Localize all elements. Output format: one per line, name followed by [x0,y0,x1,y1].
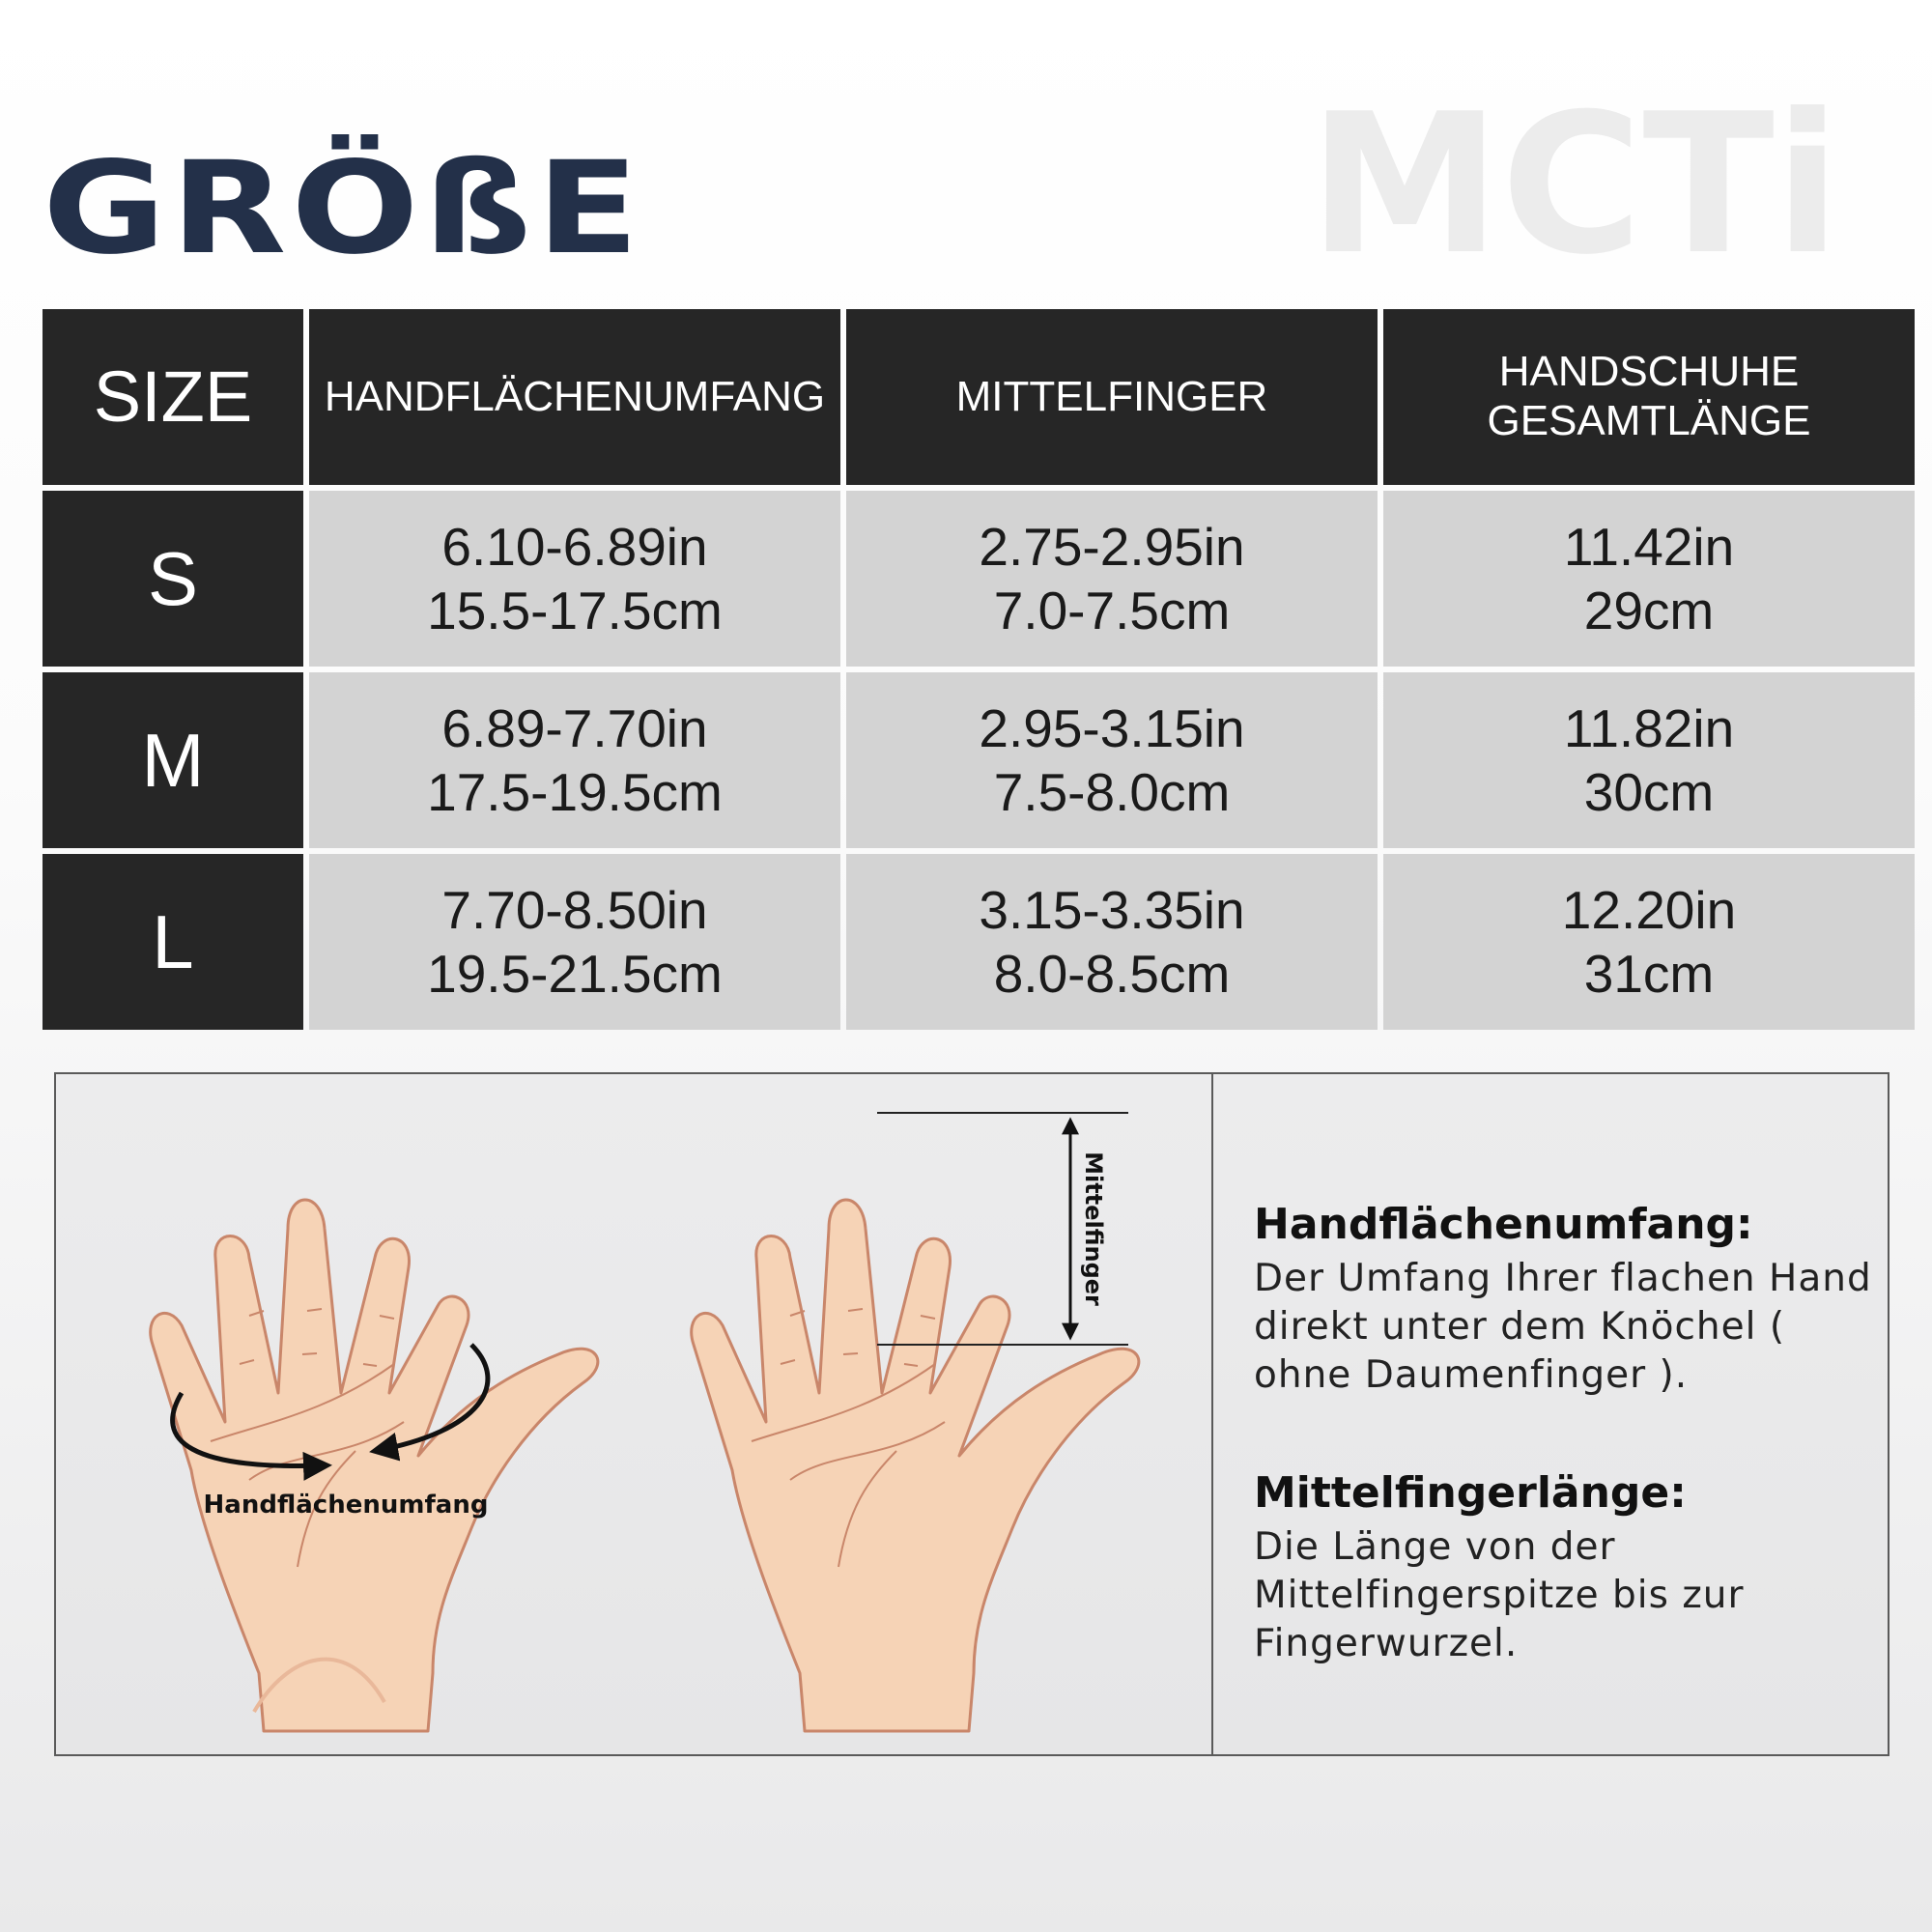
length-cell-s [1383,491,1915,667]
palm-cm: 15.5-17.5cm [427,581,723,640]
finger-cm: 8.0-8.5cm [993,944,1231,1004]
size-label-s: S [43,491,303,667]
palm-heading: Handflächenumfang: [1254,1200,1753,1249]
palm-in: 7.70-8.50in [441,880,708,940]
size-label-m: M [43,672,303,848]
size-label-l: L [43,854,303,1030]
length-cm: 30cm [1583,762,1715,822]
finger-in: 2.95-3.15in [979,698,1245,758]
finger-cell-s [846,491,1378,667]
palm-cell-l [309,854,840,1030]
length-cm: 31cm [1583,944,1715,1004]
palm-in: 6.10-6.89in [441,517,708,577]
middle-finger-label: Mittelfinger [1080,1151,1107,1306]
length-in: 11.82in [1563,698,1735,758]
finger-text: Die Länge von der Mittelfingerspitze bis zur Fingerwurzel. [1254,1525,1745,1665]
brand-logo-watermark [1285,29,1864,319]
header-size: SIZE [43,309,303,485]
diagram-divider [1211,1074,1213,1754]
page-title: GRÖßE [43,134,644,283]
palm-circumference-label: Handflächenumfang [203,1491,489,1520]
palm-cell-s [309,491,840,667]
finger-cell-l [846,854,1378,1030]
finger-cell-m [846,672,1378,848]
palm-text: Der Umfang Ihrer flachen Hand direkt unter dem Knöchel ( ohne Daumenfinger ). [1254,1257,1872,1397]
palm-cm: 19.5-21.5cm [427,944,723,1004]
palm-cm: 17.5-19.5cm [427,762,723,822]
palm-description [1254,1200,1872,1400]
left-hand-icon [151,1200,598,1731]
palm-in: 6.89-7.70in [441,698,708,758]
length-cm: 29cm [1583,581,1715,640]
length-cell-m [1383,672,1915,848]
finger-description [1254,1468,1872,1668]
finger-cm: 7.5-8.0cm [993,762,1231,822]
finger-cm: 7.0-7.5cm [993,581,1231,640]
palm-cell-m [309,672,840,848]
finger-in: 3.15-3.35in [979,880,1245,940]
finger-in: 2.75-2.95in [979,517,1245,577]
finger-heading: Mittelfingerlänge: [1254,1468,1687,1518]
hands-illustration [56,1074,1211,1754]
length-in: 12.20in [1561,880,1737,940]
header-palm-circumference: HANDFLÄCHENUMFANG [309,309,840,485]
size-table [43,309,1903,1030]
length-cell-l [1383,854,1915,1030]
logo-text: MCTi [1308,72,1841,298]
header-middle-finger: MITTELFINGER [846,309,1378,485]
measurement-diagram [54,1072,1889,1756]
length-in: 11.42in [1563,517,1735,577]
header-glove-length: HANDSCHUHE GESAMTLÄNGE [1383,309,1915,485]
